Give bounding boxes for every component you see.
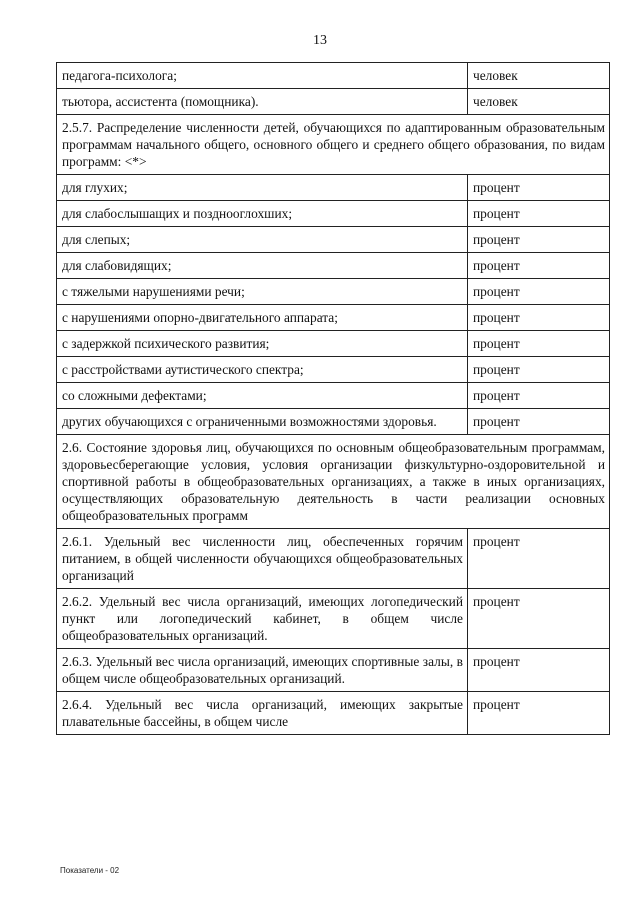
table-row	[57, 253, 610, 279]
indicator-name-cell: для слабослышащих и позднооглохших;	[57, 201, 468, 227]
indicator-name-cell: тьютора, ассистента (помощника).	[57, 89, 468, 115]
table-row	[57, 175, 610, 201]
section-heading-cell: 2.5.7. Распределение численности детей, обучающихся по адаптированным образовательным программам начального общего, основного общего и среднего общего образования, по видам программ: <*>	[57, 115, 610, 175]
indicator-name-cell: 2.6.3. Удельный вес числа организаций, имеющих спортивные залы, в общем числе общеобразовательных организаций.	[57, 649, 468, 692]
section-heading-cell: 2.6. Состояние здоровья лиц, обучающихся по основным общеобразовательным программам, здоровьесберегающие условия, условия организации физкультурно-оздоровительной и спортивной работы в общеобразовательных организациях, а также в иных организациях, осуществляющих образовательную деятельность в части реализации основных общеобразовательных программ	[57, 435, 610, 529]
unit-cell: процент	[468, 253, 610, 279]
table-row	[57, 357, 610, 383]
indicator-name-cell: 2.6.2. Удельный вес числа организаций, имеющих логопедический пункт или логопедический кабинет, в общем числе общеобразовательных организаций.	[57, 589, 468, 649]
unit-cell: процент	[468, 305, 610, 331]
indicator-name-cell: со сложными дефектами;	[57, 383, 468, 409]
unit-cell: процент	[468, 692, 610, 735]
unit-cell: человек	[468, 89, 610, 115]
indicator-name-cell: педагога-психолога;	[57, 63, 468, 89]
section-row	[57, 435, 610, 529]
table-row	[57, 201, 610, 227]
table-row	[57, 279, 610, 305]
indicator-name-cell: с расстройствами аутистического спектра;	[57, 357, 468, 383]
table-row	[57, 383, 610, 409]
table-row	[57, 305, 610, 331]
table-row	[57, 331, 610, 357]
page-number: 13	[313, 33, 327, 48]
table-row	[57, 529, 610, 589]
table-row	[57, 649, 610, 692]
unit-cell: процент	[468, 383, 610, 409]
table-row	[57, 89, 610, 115]
unit-cell: процент	[468, 529, 610, 589]
table-row	[57, 63, 610, 89]
indicator-name-cell: для слепых;	[57, 227, 468, 253]
indicator-name-cell: для глухих;	[57, 175, 468, 201]
unit-cell: процент	[468, 201, 610, 227]
indicator-name-cell: с нарушениями опорно-двигательного аппарата;	[57, 305, 468, 331]
table-row	[57, 692, 610, 735]
unit-cell: процент	[468, 175, 610, 201]
unit-cell: процент	[468, 589, 610, 649]
unit-cell: процент	[468, 227, 610, 253]
indicators-table	[56, 62, 610, 735]
unit-cell: процент	[468, 409, 610, 435]
indicators-table-body	[57, 63, 610, 735]
unit-cell: процент	[468, 331, 610, 357]
indicator-name-cell: других обучающихся с ограниченными возможностями здоровья.	[57, 409, 468, 435]
table-row	[57, 227, 610, 253]
table-row	[57, 589, 610, 649]
indicator-name-cell: с задержкой психического развития;	[57, 331, 468, 357]
indicator-name-cell: с тяжелыми нарушениями речи;	[57, 279, 468, 305]
footer-label: Показатели - 02	[60, 866, 120, 875]
unit-cell: процент	[468, 279, 610, 305]
indicator-name-cell: 2.6.4. Удельный вес числа организаций, имеющих закрытые плавательные бассейны, в общем числе	[57, 692, 468, 735]
unit-cell: человек	[468, 63, 610, 89]
section-row	[57, 115, 610, 175]
unit-cell: процент	[468, 649, 610, 692]
table-row	[57, 409, 610, 435]
unit-cell: процент	[468, 357, 610, 383]
indicator-name-cell: 2.6.1. Удельный вес численности лиц, обеспеченных горячим питанием, в общей численности обучающихся общеобразовательных организаций	[57, 529, 468, 589]
indicator-name-cell: для слабовидящих;	[57, 253, 468, 279]
